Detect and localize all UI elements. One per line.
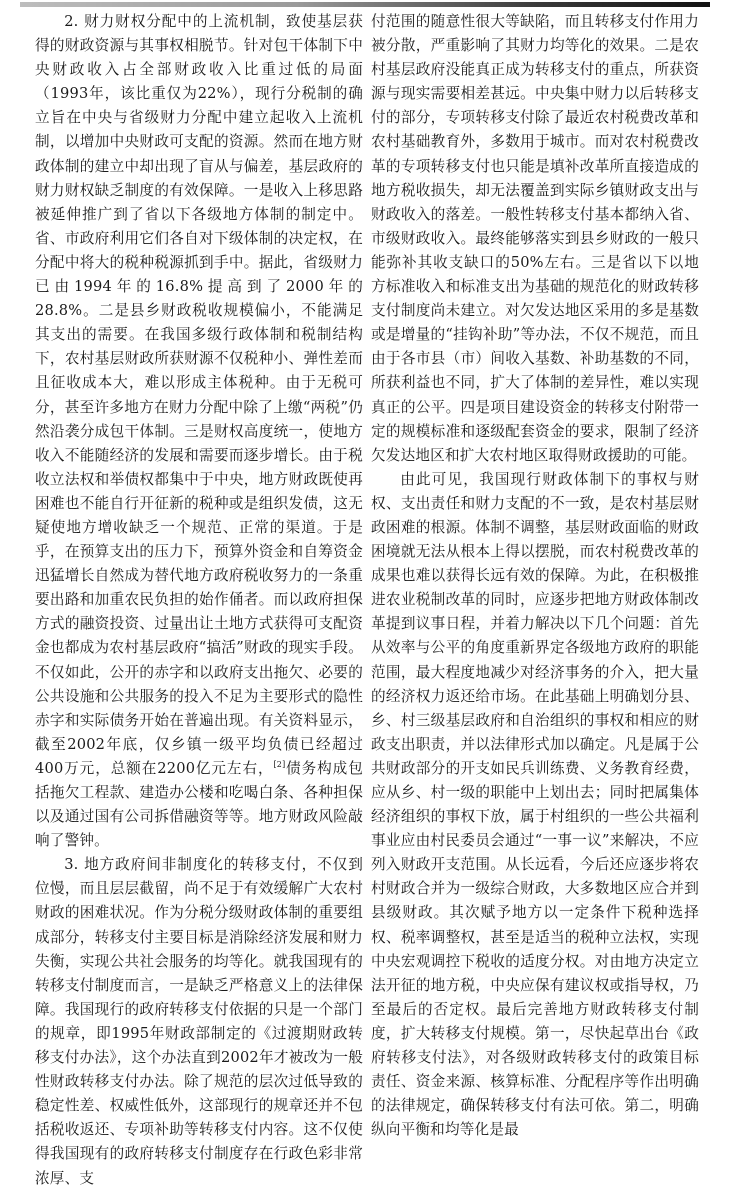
paragraph-text-continued: 债务构成包括拖欠工程款、建造办公楼和吃喝白条、各种担保以及通过国有公司拆借融资等等。地方财政风险敲响了警钟。 [35, 759, 363, 850]
paragraph-transfer-payment-continued [371, 10, 699, 468]
right-column [371, 10, 699, 1142]
paragraph-fiscal-upflow [35, 10, 363, 853]
top-rule-divider [20, 2, 710, 7]
paragraph-text: 付范围的随意性很大等缺陷，而且转移支付作用力被分散，严重影响了其财力均等化的效果。二是农村基层政府没能真正成为转移支付的重点，所获资源与现实需要相差甚远。中央集中财力以后转移支付的部分，专项转移支付除了最近农村税费改革和农村基础教育外，多数用于城市。而对农村税费改革的专项转移支付也只能是填补改革所直接造成的地方税收损失，却无法覆盖到实际乡镇财政支出与财政收入的落差。一般性转移支付基本都纳入省、市级财政收入。最终能够落实到县乡财政的一般只能弥补其收支缺口的50%左右。三是省以下以地方标准收入和标准支出为基础的规范化的财政转移支付制度尚未建立。对欠发达地区采用的多是基数或是增量的“挂钩补助”等办法，不仅不规范，而且由于各市县（市）间收入基数、补助基数的不同，所获利益也不同，扩大了体制的差异性，难以实现真正的公平。四是项目建设资金的转移支付附带一定的规模标准和逐级配套资金的要求，限制了经济欠发达地区和扩大农村地区取得财政援助的可能。 [371, 13, 699, 464]
footnote-marker[interactable]: [2] [273, 759, 286, 769]
paragraph-text: 2. 财力财权分配中的上流机制，致使基层获得的财政资源与其事权相脱节。针对包干体制下中央财政收入占全部财政收入比重过低的局面（1993年，该比重仅为22%），现行分税制的确立旨在中央与省级财力分配中建立起收入上流机制，以增加中央财政可支配的资源。然而在地方财政体制的建立中却出现了盲从与偏差，基层政府的财力财权缺乏制度的有效保障。一是收入上移思路被延伸推广到了省以下各级地方体制的制定中。省、市政府利用它们各自对下级体制的决定权，在分配中将大的税种税源抓到手中。据此，省级财力已由1994年的16.8%提高到了2000年的28.8%。二是县乡财政税收规模偏小，不能满足其支出的需要。在我国多级行政体制和税制结构下，农村基层财政所获财源不仅税种小、弹性差而且征收成本大，难以形成主体税种。由于无税可分，甚至许多地方在财力分配中除了上缴“两税”仍然沿袭分成包干体制。三是财权高度统一，使地方收入不能随经济的发展和需要而逐步增长。由于税收立法权和举债权都集中于中央，地方财政既使再困难也不能自行开征新的税种或是组织发债，这无疑使地方增收缺乏一个规范、正常的渠道。于是乎，在预算支出的压力下，预算外资金和自筹资金迅猛增长自然成为替代地方政府税收努力的一条重要出路和加重农民负担的始作俑者。而以政府担保方式的融资投资、过量出让土地方式获得可支配资金也都成为农村基层政府“搞活”财政的现实手段。不仅如此，公开的赤字和以政府支出拖欠、必要的公共设施和公共服务的投入不足为主要形式的隐性赤字和实际债务开始在普遍出现。有关资料显示，截至2002年底，仅乡镇一级平均负债已经超过400万元，总额在2200亿元左右， [35, 13, 363, 777]
paragraph-text: 3. 地方政府间非制度化的转移支付，不仅到位慢，而且层层截留，尚不足于有效缓解广大农村财政的困难状况。作为分税分级财政体制的重要组成部分，转移支付主要目标是消除经济发展和财力失衡，实现公共社会服务的均等化。就我国现有的转移支付制度而言，一是缺乏严格意义上的法律保障。我国现行的政府转移支付依据的只是一个部门的规章，即1995年财政部制定的《过渡期财政转移支付办法》，这个办法直到2002年才被改为一般性财政转移支付办法。除了规范的层次过低导致的稳定性差、权威性低外，这部现行的规章还并不包括税收返还、专项补助等转移支付内容。这不仅使得我国现有的政府转移支付制度存在行政色彩非常浓厚、支 [35, 856, 363, 1187]
paragraph-conclusion-reform [371, 468, 699, 1143]
paragraph-text: 由此可见，我国现行财政体制下的事权与财权、支出责任和财力支配的不一致，是农村基层财政困难的根源。体制不调整，基层财政面临的财政困境就无法从根本上得以摆脱，而农村税费改革的成果也难以获得长远有效的保障。为此，在积极推进农业税制改革的同时，应逐步把地方财政体制改革提到议事日程，并着力解决以下几个问题：首先从效率与公平的角度重新界定各级地方政府的职能范围，最大程度地减少对经济事务的介入，把大量的经济权力返还给市场。在此基础上明确划分县、乡、村三级基层政府和自治组织的事权和相应的财政支出职责，并以法律形式加以确定。凡是属于公共财政部分的开支如民兵训练费、义务教育经费，应从乡、村一级的职能中上划出去；同时把属集体经济组织的事权下放，属于村组织的一些公共福利事业应由村民委员会通过“一事一议”来解决，不应列入财政开支范围。从长远看，今后还应逐步将农村财政合并为一级综合财政，大多数地区应合并到县级财政。其次赋予地方以一定条件下税种选择权、税率调整权，甚至是适当的税种立法权，实现中央宏观调控下税收的适度分权。对由地方决定立法开征的地方税，中央应保有建议权或指导权，乃至最后的否定权。最后完善地方财政转移支付制度，扩大转移支付规模。第一，尽快起草出台《政府转移支付法》，对各级财政转移支付的政策目标责任、资金来源、核算标准、分配程序等作出明确的法律规定，确保转移支付有法可依。第二，明确纵向平衡和均等化是最 [371, 470, 699, 1139]
paragraph-transfer-payment [35, 853, 363, 1190]
left-column [35, 10, 363, 1191]
